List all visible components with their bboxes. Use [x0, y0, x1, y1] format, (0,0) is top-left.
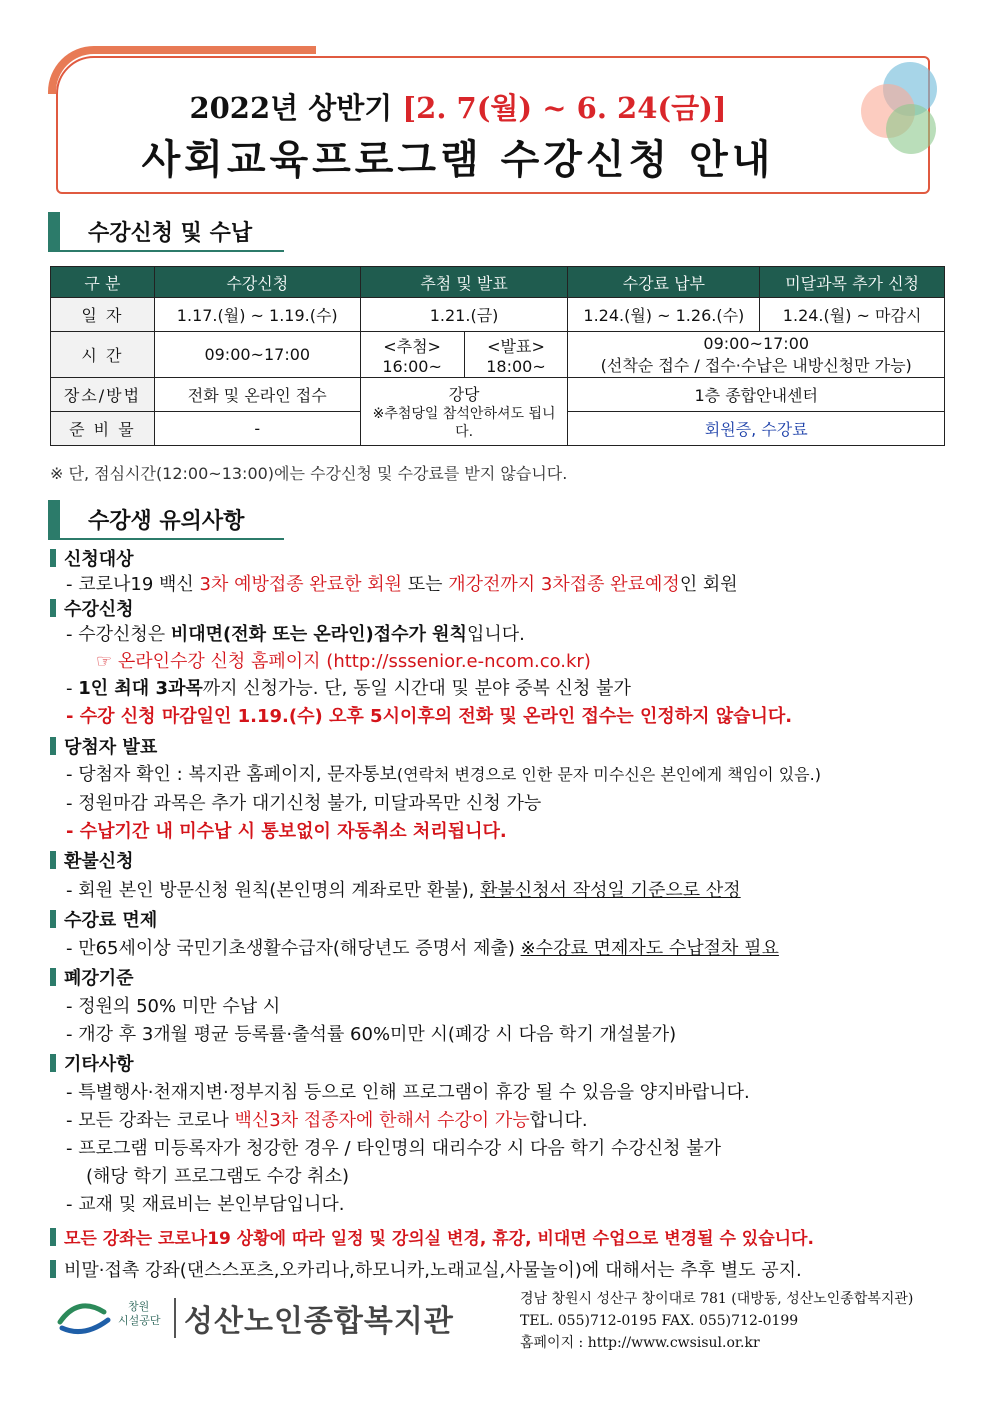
notice-item: - 개강 후 3개월 평균 등록률·출석률 60%미만 시(폐강 시 다음 학기 개설불가) [66, 1024, 677, 1045]
draw-time: 16:00~ [382, 356, 442, 376]
pay-note: (선착순 접수 / 접수·수납은 내방신청만 가능) [600, 355, 912, 375]
section-title: 수강신청 및 수납 [88, 221, 253, 246]
notice-heading: 수강료 면제 [50, 906, 157, 932]
schedule-table [50, 266, 945, 446]
contact-info [520, 1288, 913, 1354]
section-heading-notices [48, 500, 284, 540]
phone: TEL. 055)712-0195 FAX. 055)712-0199 [520, 1313, 799, 1329]
section-underline [60, 538, 284, 540]
table-cell: 1.24.(월) ~ 1.26.(수) [568, 298, 760, 332]
logo-text-small: 창원 [128, 1300, 150, 1313]
notice-item: - 코로나19 백신 3차 예방접종 완료한 회원 또는 개강전까지 3차접종 완료예정인 회원 [66, 574, 738, 595]
notice-item: - 만65세이상 국민기초생활수급자(해당년도 증명서 제출) ※수강료 면제자도 수납절차 필요 [66, 938, 779, 959]
pay-time: 09:00~17:00 [703, 333, 810, 353]
notice-item: (해당 학기 프로그램도 수강 취소) [86, 1166, 349, 1187]
notice-item: - 모든 강좌는 코로나 백신3차 접종자에 한해서 수강이 가능합니다. [66, 1110, 588, 1131]
logo-divider [174, 1298, 176, 1338]
table-cell [360, 332, 464, 378]
section-underline [60, 250, 284, 252]
row-label: 일 자 [51, 298, 155, 332]
table-cell: 전화 및 온라인 접수 [154, 378, 360, 412]
notice-item: - 수납기간 내 미수납 시 통보없이 자동취소 처리됩니다. [66, 821, 507, 842]
notice-item: - 정원마감 과목은 추가 대기신청 불가, 미달과목만 신청 가능 [66, 793, 542, 814]
notice-item: - 특별행사·천재지변·정부지침 등으로 인해 프로그램이 휴강 될 수 있음을 양지바랍니다. [66, 1082, 750, 1103]
section-bar [48, 500, 60, 540]
section-heading-registration [48, 212, 284, 252]
header-period: [2. 7(월) ~ 6. 24(금)] [402, 91, 727, 125]
table-header: 수강료 납부 [568, 267, 760, 298]
row-label: 준 비 물 [51, 412, 155, 446]
table-cell [568, 332, 945, 378]
logo-text-small: 시설공단 [118, 1314, 161, 1327]
online-signup-link[interactable]: ☞ 온라인수강 신청 홈페이지 (http://sssenior.e-ncom.co.kr) [96, 651, 591, 672]
announce-label: <발표> [487, 336, 545, 356]
page-title: 사회교육프로그램 수강신청 안내 [141, 136, 775, 183]
changwon-logo-icon [56, 1298, 116, 1338]
notice-item: - 정원의 50% 미만 수납 시 [66, 996, 281, 1017]
table-cell: 1.17.(월) ~ 1.19.(수) [154, 298, 360, 332]
org-logo [56, 1294, 456, 1344]
table-row [51, 332, 945, 378]
table-cell [464, 332, 568, 378]
table-cell: 09:00~17:00 [154, 332, 360, 378]
table-cell: 1층 종합안내센터 [568, 378, 945, 412]
table-cell: - [154, 412, 360, 446]
table-cell [360, 378, 568, 446]
table-cell: 1.21.(금) [360, 298, 568, 332]
draw-label: <추첨> [383, 336, 441, 356]
notice-item: - 회원 본인 방문신청 원칙(본인명의 계좌로만 환불), 환불신청서 작성일 기준으로 산정 [66, 880, 741, 901]
notice-heading: 수강신청 [50, 595, 134, 621]
org-name: 성산노인종합복지관 [184, 1304, 454, 1339]
table-header: 구 분 [51, 267, 155, 298]
homepage: 홈페이지 : http://www.cwsisul.or.kr [520, 1335, 760, 1351]
notice-heading: 당첨자 발표 [50, 733, 157, 759]
notice-item: - 당첨자 확인 : 복지관 홈페이지, 문자통보(연락처 변경으로 인한 문자 미수신은 본인에게 책임이 있음.) [66, 764, 821, 785]
draw-place: 강당 [448, 385, 480, 404]
table-header: 미달과목 추가 신청 [760, 267, 945, 298]
section-title: 수강생 유의사항 [88, 509, 245, 534]
table-cell: 1.24.(월) ~ 마감시 [760, 298, 945, 332]
notice-heading: 폐강기준 [50, 964, 134, 990]
table-header: 수강신청 [154, 267, 360, 298]
table-row [51, 298, 945, 332]
row-label: 장소/방법 [51, 378, 155, 412]
notice-item: - 1인 최대 3과목까지 신청가능. 단, 동일 시간대 및 분야 중복 신청 불가 [66, 678, 631, 699]
header-subtitle [48, 86, 868, 127]
table-note: ※ 단, 점심시간(12:00~13:00)에는 수강신청 및 수강료를 받지 않습니다. [50, 464, 568, 483]
table-row [51, 378, 945, 412]
address: 경남 창원시 성산구 창이대로 781 (대방동, 성산노인종합복지관) [520, 1291, 914, 1307]
table-header-row [51, 267, 945, 298]
row-label: 시 간 [51, 332, 155, 378]
notice-item: - 수강신청은 비대면(전화 또는 온라인)접수가 원칙입니다. [66, 624, 525, 645]
notice-heading-contact: 비말·접촉 강좌(댄스스포츠,오카리나,하모니카,노래교실,사물놀이)에 대해서는 추후 별도 공지. [50, 1256, 802, 1282]
notice-heading: 환불신청 [50, 847, 134, 873]
draw-note: ※추첨당일 참석안하셔도 됩니다. [372, 406, 556, 440]
announce-time: 18:00~ [486, 356, 546, 376]
decor-circle-green [886, 104, 936, 154]
table-header: 추첨 및 발표 [360, 267, 568, 298]
notice-heading: 기타사항 [50, 1050, 134, 1076]
section-bar [48, 212, 60, 252]
notice-item: - 수강 신청 마감일인 1.19.(수) 오후 5시이후의 전화 및 온라인 접수는 인정하지 않습니다. [66, 706, 793, 727]
header-year: 2022년 상반기 [189, 91, 403, 125]
notice-item: - 프로그램 미등록자가 청강한 경우 / 타인명의 대리수강 시 다음 학기 수강신청 불가 [66, 1138, 722, 1159]
header-banner [48, 46, 940, 194]
notice-heading-covid: 모든 강좌는 코로나19 상황에 따라 일정 및 강의실 변경, 휴강, 비대면 수업으로 변경될 수 있습니다. [50, 1224, 814, 1249]
notice-heading: 신청대상 [50, 545, 134, 571]
notice-item: - 교재 및 재료비는 본인부담입니다. [66, 1194, 345, 1215]
table-cell: 회원증, 수강료 [568, 412, 945, 446]
